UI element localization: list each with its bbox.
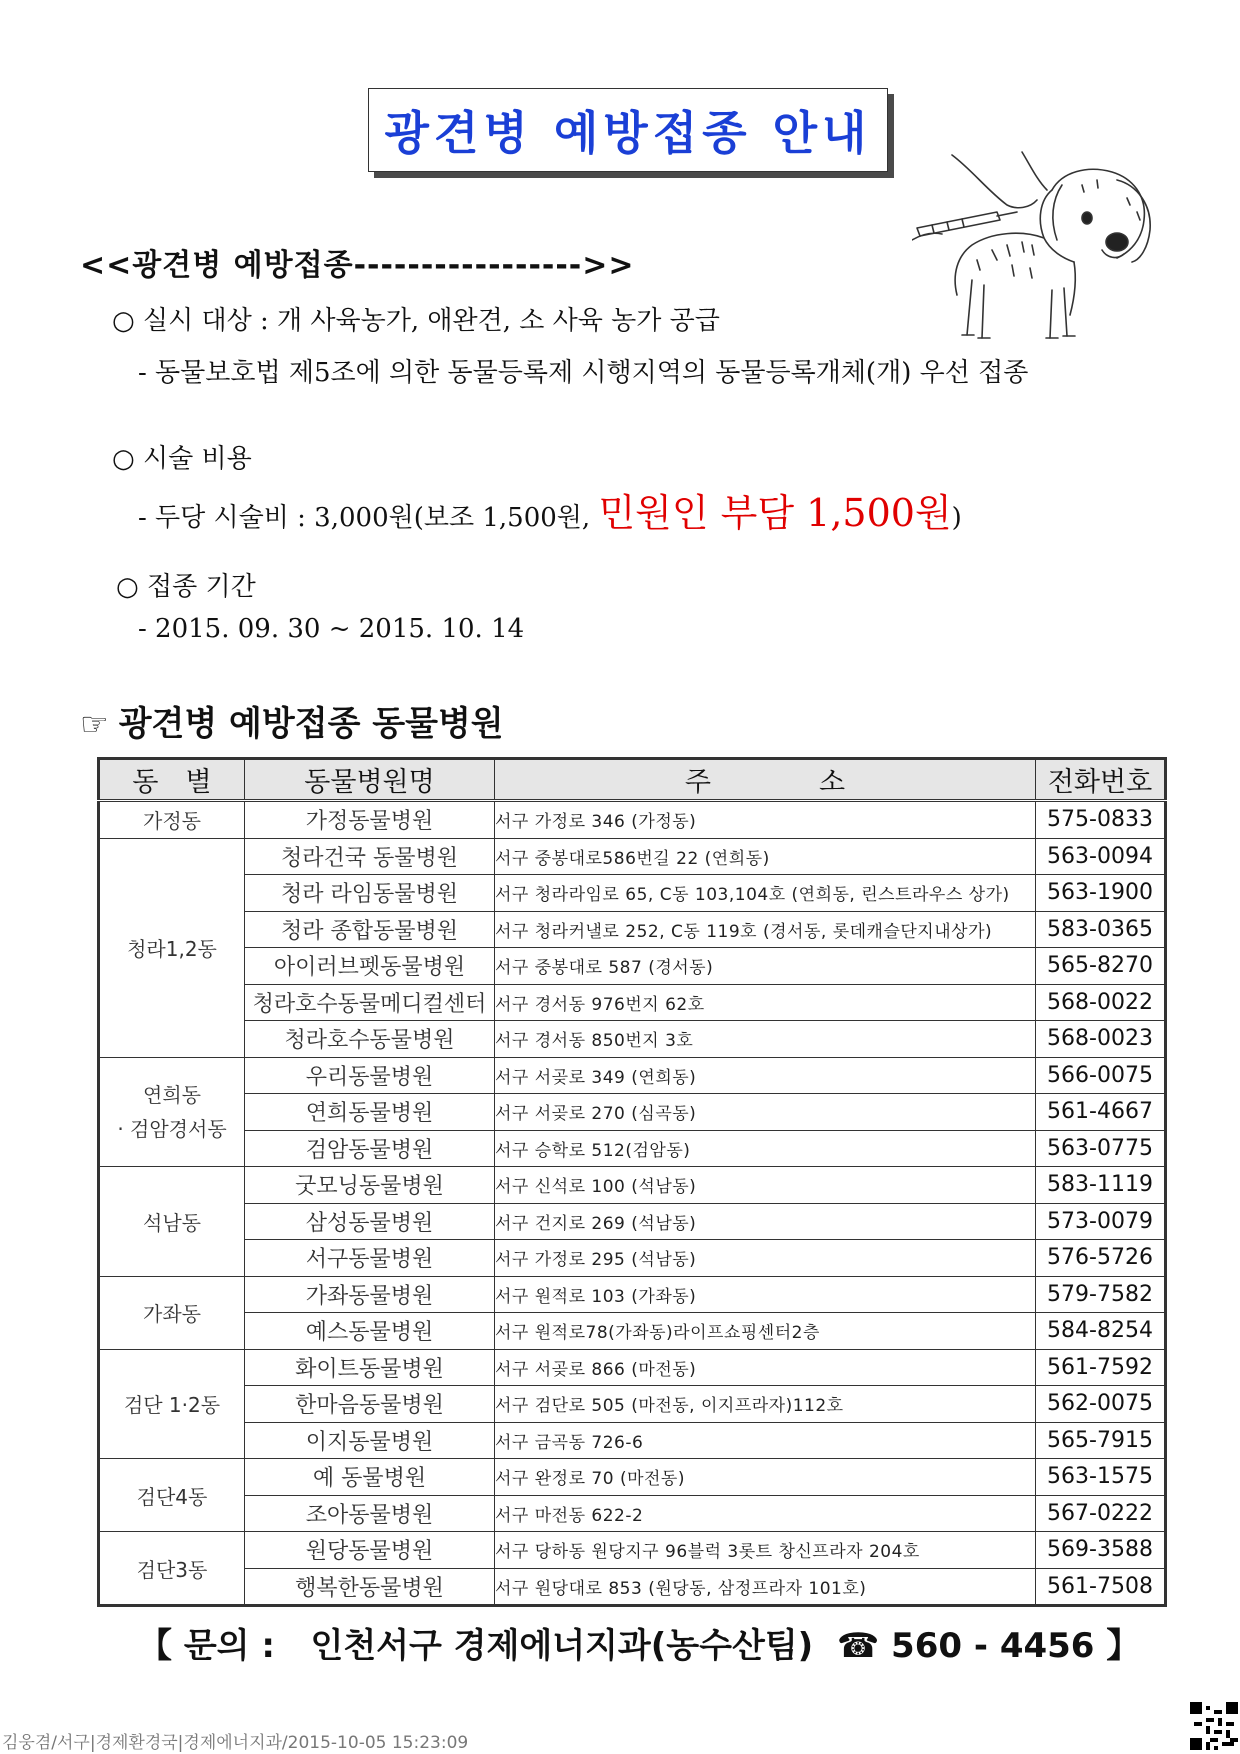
column-header-hospital: 동물병원명 [245,759,495,801]
address-cell: 서구 원적로 103 (가좌동) [495,1276,1036,1313]
table-row [99,1094,1166,1131]
phone-cell: 565-8270 [1036,948,1166,985]
phone-cell: 569-3588 [1036,1532,1166,1569]
cost-prefix: - 두당 시술비 : 3,000원(보조 1,500원, [138,503,599,533]
dong-cell: 가정동 [99,801,245,839]
hospital-name-cell: 아이러브펫동물병원 [245,948,495,985]
table-row [99,1240,1166,1277]
document-footer-meta: 김웅겸/서구|경제환경국|경제에너지과/2015-10-05 15:23:09 [2,1733,469,1753]
phone-cell: 575-0833 [1036,801,1166,839]
qr-code-icon [1190,1702,1238,1750]
hospital-name-cell: 가좌동물병원 [245,1276,495,1313]
dong-cell: 연희동 · 검암경서동 [99,1057,245,1167]
hospital-name-cell: 이지동물병원 [245,1422,495,1459]
table-row [99,1459,1166,1496]
phone-cell: 583-1119 [1036,1167,1166,1204]
hospital-name-cell: 연희동물병원 [245,1094,495,1131]
address-cell: 서구 원당대로 853 (원당동, 삼정프라자 101호) [495,1568,1036,1606]
address-cell: 서구 건지로 269 (석남동) [495,1203,1036,1240]
hospital-name-cell: 청라건국 동물병원 [245,838,495,875]
hospital-name-cell: 가정동물병원 [245,801,495,839]
phone-cell: 568-0023 [1036,1021,1166,1058]
table-row [99,1057,1166,1094]
address-cell: 서구 청라라임로 65, C동 103,104호 (연희동, 린스트라우스 상가) [495,875,1036,912]
phone-cell: 561-7508 [1036,1568,1166,1606]
phone-cell: 568-0022 [1036,984,1166,1021]
address-cell: 서구 원적로78(가좌동)라이프쇼핑센터2층 [495,1313,1036,1350]
dong-cell: 검단 1·2동 [99,1349,245,1459]
phone-cell: 583-0365 [1036,911,1166,948]
hospital-name-cell: 굿모닝동물병원 [245,1167,495,1204]
table-row [99,875,1166,912]
hospital-name-cell: 원당동물병원 [245,1532,495,1569]
hospital-name-cell: 한마음동물병원 [245,1386,495,1423]
table-row [99,1203,1166,1240]
pointing-hand-icon: ☞ [80,705,109,743]
phone-cell: 561-4667 [1036,1094,1166,1131]
phone-cell: 563-0094 [1036,838,1166,875]
hospital-name-cell: 우리동물병원 [245,1057,495,1094]
hospital-name-cell: 조아동물병원 [245,1495,495,1532]
phone-cell: 566-0075 [1036,1057,1166,1094]
address-cell: 서구 경서동 976번지 62호 [495,984,1036,1021]
address-cell: 서구 가정로 295 (석남동) [495,1240,1036,1277]
table-row [99,1386,1166,1423]
target-label: ○ 실시 대상 : 개 사육농가, 애완견, 소 사육 농가 공급 [112,306,720,336]
address-cell: 서구 청라커낼로 252, C동 119호 (경서동, 롯데캐슬단지내상가) [495,911,1036,948]
address-cell: 서구 서곶로 270 (심곡동) [495,1094,1036,1131]
document-title-box [368,88,888,172]
table-row [99,911,1166,948]
cost-highlight: 민원인 부담 1,500원 [598,491,952,535]
table-row [99,1313,1166,1350]
hospital-name-cell: 삼성동물병원 [245,1203,495,1240]
hospital-name-cell: 청라호수동물병원 [245,1021,495,1058]
address-cell: 서구 가정로 346 (가정동) [495,801,1036,839]
phone-cell: 565-7915 [1036,1422,1166,1459]
address-cell: 서구 중봉대로 587 (경서동) [495,948,1036,985]
vaccination-section-heading: <<광견병 예방접종----------------->> [80,248,635,283]
phone-cell: 562-0075 [1036,1386,1166,1423]
address-cell: 서구 신석로 100 (석남동) [495,1167,1036,1204]
column-header-phone: 전화번호 [1036,759,1166,801]
cost-suffix: ) [951,503,962,533]
table-row [99,984,1166,1021]
table-row [99,1568,1166,1606]
hospital-name-cell: 청라 종합동물병원 [245,911,495,948]
hospital-name-cell: 예스동물병원 [245,1313,495,1350]
period-label: ○ 접종 기간 [116,572,256,602]
address-cell: 서구 검단로 505 (마전동, 이지프라자)112호 [495,1386,1036,1423]
table-row [99,1021,1166,1058]
address-cell: 서구 완정로 70 (마전동) [495,1459,1036,1496]
phone-cell: 561-7592 [1036,1349,1166,1386]
hospital-name-cell: 행복한동물병원 [245,1568,495,1606]
address-cell: 서구 중봉대로586번길 22 (연희동) [495,838,1036,875]
dong-cell: 검단4동 [99,1459,245,1532]
table-row [99,1532,1166,1569]
dong-cell: 석남동 [99,1167,245,1277]
dong-cell: 청라1,2동 [99,838,245,1057]
dong-cell: 가좌동 [99,1276,245,1349]
period-value: - 2015. 09. 30 ~ 2015. 10. 14 [138,614,525,644]
hospital-name-cell: 청라호수동물메디컬센터 [245,984,495,1021]
hospital-name-cell: 서구동물병원 [245,1240,495,1277]
table-row [99,1276,1166,1313]
address-cell: 서구 당하동 원당지구 96블럭 3롯트 창신프라자 204호 [495,1532,1036,1569]
phone-cell: 563-1900 [1036,875,1166,912]
hospital-name-cell: 화이트동물병원 [245,1349,495,1386]
address-cell: 서구 서곶로 349 (연희동) [495,1057,1036,1094]
phone-cell: 584-8254 [1036,1313,1166,1350]
phone-cell: 573-0079 [1036,1203,1166,1240]
column-header-dong: 동 별 [99,759,245,801]
document-title: 광견병 예방접종 안내 [384,106,872,160]
table-row [99,1349,1166,1386]
table-row [99,1422,1166,1459]
dog-vaccination-illustration [912,150,1162,350]
hospitals-heading [80,696,504,745]
phone-cell: 579-7582 [1036,1276,1166,1313]
dong-cell: 검단3동 [99,1532,245,1606]
phone-cell: 563-1575 [1036,1459,1166,1496]
hospital-name-cell: 검암동물병원 [245,1130,495,1167]
address-cell: 서구 승학로 512(검암동) [495,1130,1036,1167]
cost-label: ○ 시술 비용 [112,444,252,474]
cost-line [138,482,962,537]
hospitals-heading-text: 광견병 예방접종 동물병원 [118,704,504,744]
table-row [99,801,1166,839]
table-row [99,1167,1166,1204]
table-row [99,1495,1166,1532]
address-cell: 서구 경서동 850번지 3호 [495,1021,1036,1058]
phone-cell: 563-0775 [1036,1130,1166,1167]
table-row [99,1130,1166,1167]
address-cell: 서구 서곶로 866 (마전동) [495,1349,1036,1386]
hospitals-table-body [99,801,1166,1606]
table-row [99,948,1166,985]
hospital-name-cell: 청라 라임동물병원 [245,875,495,912]
address-cell: 서구 마전동 622-2 [495,1495,1036,1532]
table-header-row [99,759,1166,801]
table-row [99,838,1166,875]
address-cell: 서구 금곡동 726-6 [495,1422,1036,1459]
phone-cell: 567-0222 [1036,1495,1166,1532]
hospitals-table [97,757,1167,1607]
column-header-address: 주 소 [495,759,1036,801]
inquiry-contact: 【 문의 : 인천서구 경제에너지과(농수산팀) ☎ 560 - 4456 】 [138,1626,1141,1666]
hospital-name-cell: 예 동물병원 [245,1459,495,1496]
phone-cell: 576-5726 [1036,1240,1166,1277]
target-note: - 동물보호법 제5조에 의한 동물등록제 시행지역의 동물등록개체(개) 우선 접종 [138,358,1029,388]
